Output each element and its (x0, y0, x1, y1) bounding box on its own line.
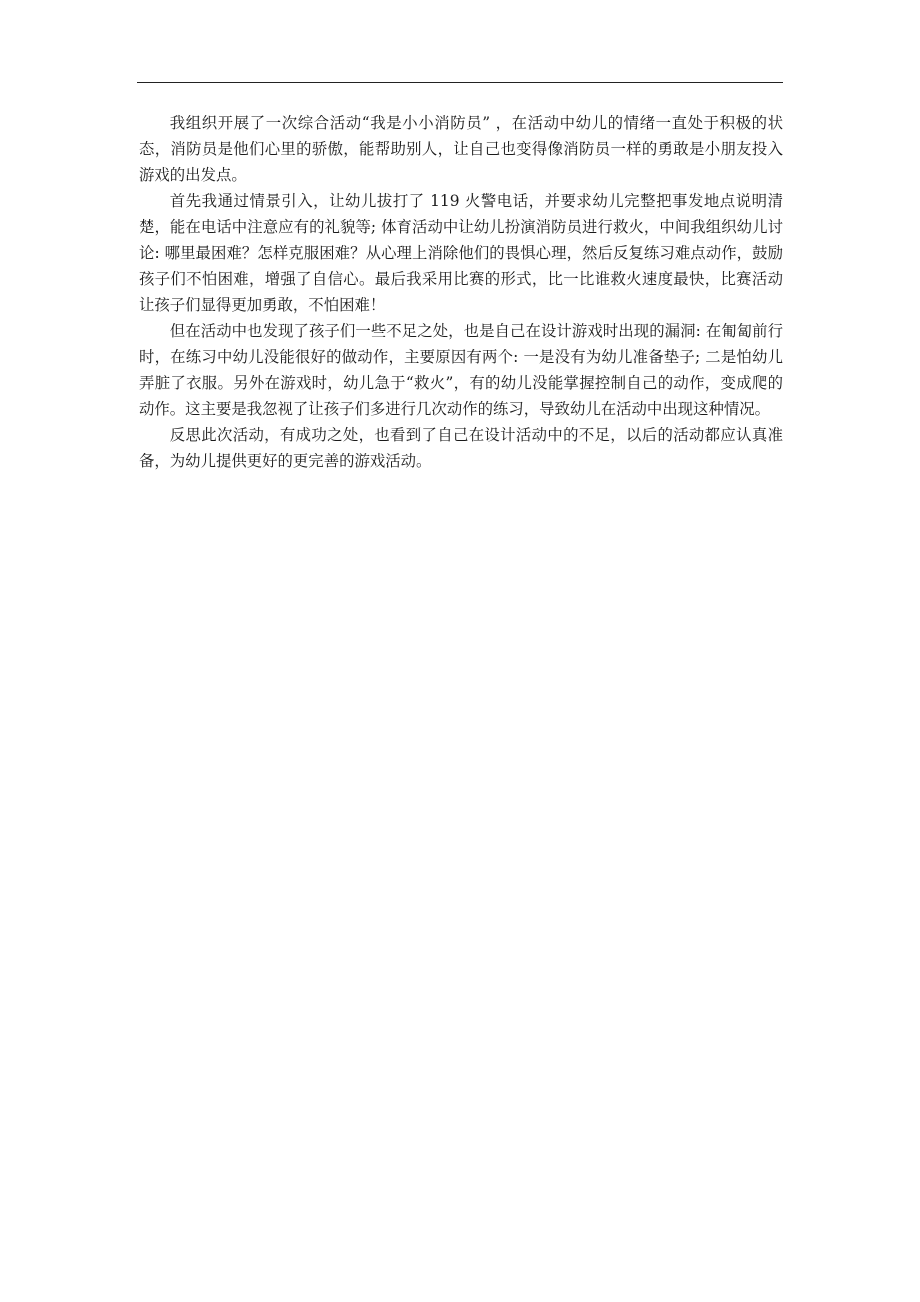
paragraph-2: 首先我通过情景引入，让幼儿拔打了 119 火警电话，并要求幼儿完整把事发地点说明清楚，能在电话中注意应有的礼貌等; 体育活动中让幼儿扮演消防员进行救火，中间我组织幼儿讨论: 哪里最困难？怎样克服困难？从心理上消除他们的畏惧心理，然后反复练习难点动作，鼓励孩子们不怕困难，增强了自信心。最后我采用比赛的形式，比一比谁救火速度最快，比赛活动让孩子们显得更加勇敢，不怕困难！ (139, 192, 783, 314)
paragraph-3: 但在活动中也发现了孩子们一些不足之处，也是自己在设计游戏时出现的漏洞: 在匍匐前行时，在练习中幼儿没能很好的做动作，主要原因有两个: 一是没有为幼儿准备垫子; 二是怕幼儿弄脏了衣服。另外在游戏时，幼儿急于“救火”，有的幼儿没能掌握控制自己的动作，变成爬的动作。这主要是我忽视了让孩子们多进行几次动作的练习，导致幼儿在活动中出现这种情况。 (139, 322, 783, 418)
paragraph-4: 反思此次活动，有成功之处，也看到了自己在设计活动中的不足，以后的活动都应认真准备，为幼儿提供更好的更完善的游戏活动。 (139, 426, 783, 470)
header-rule (137, 82, 783, 83)
document-body (139, 110, 783, 474)
paragraph-1: 我组织开展了一次综合活动“我是小小消防员” ，在活动中幼儿的情绪一直处于积极的状态，消防员是他们心里的骄傲，能帮助别人，让自己也变得像消防员一样的勇敢是小朋友投入游戏的出发点。 (139, 114, 783, 184)
